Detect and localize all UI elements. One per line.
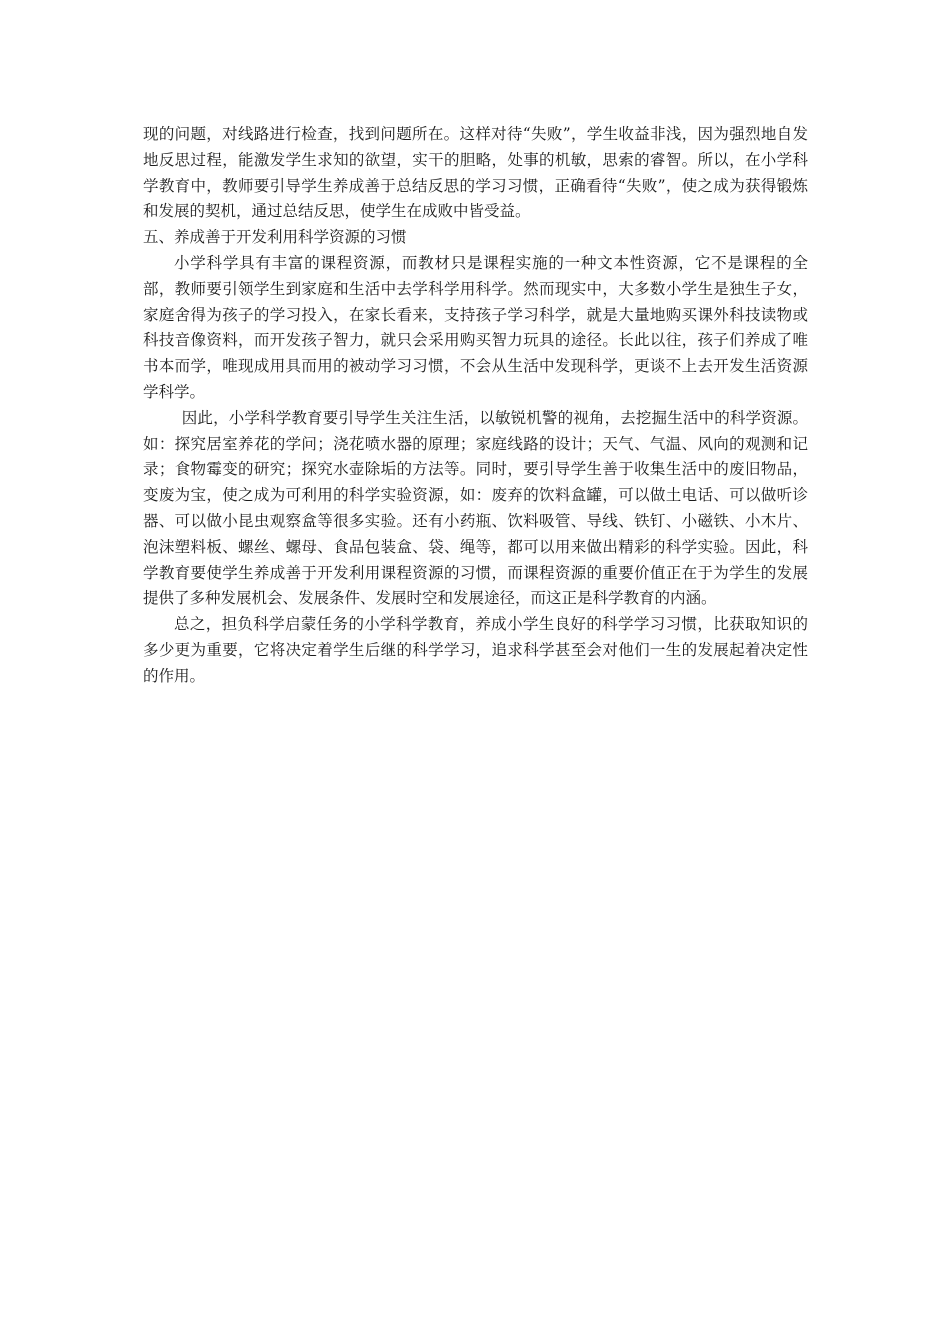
paragraph-continuation: 现的问题，对线路进行检查，找到问题所在。这样对待“失败”，学生收益非浅，因为强烈地自发地反思过程，能激发学生求知的欲望，实干的胆略，处事的机敏，思索的睿智。所以，在小学科学教育中，教师要引导学生养成善于总结反思的学习习惯，正确看待“失败”，使之成为获得锻炼和发展的契机，通过总结反思，使学生在成败中皆受益。 — [143, 125, 808, 221]
document-body — [143, 122, 808, 690]
paragraph-life-resources: 因此，小学科学教育要引导学生关注生活，以敏锐机警的视角，去挖掘生活中的科学资源。如：探究居室养花的学问；浇花喷水器的原理；家庭线路的设计；天气、气温、风向的观测和记录；食物霉变的研究；探究水壶除垢的方法等。同时，要引导学生善于收集生活中的废旧物品，变废为宝，使之成为可利用的科学实验资源，如：废弃的饮料盒罐，可以做土电话、可以做听诊器、可以做小昆虫观察盒等很多实验。还有小药瓶、饮料吸管、导线、铁钉、小磁铁、小木片、泡沫塑料板、螺丝、螺母、食品包装盒、袋、绳等，都可以用来做出精彩的科学实验。因此，科学教育要使学生养成善于开发利用课程资源的习惯，而课程资源的重要价值正在于为学生的发展提供了多种发展机会、发展条件、发展时空和发展途径，而这正是科学教育的内涵。 — [143, 408, 808, 608]
section-heading: 五、养成善于开发利用科学资源的习惯 — [143, 228, 407, 247]
paragraph-conclusion: 总之，担负科学启蒙任务的小学科学教育，养成小学生良好的科学学习习惯，比获取知识的多少更为重要，它将决定着学生后继的科学学习，追求科学甚至会对他们一生的发展起着决定性的作用。 — [143, 615, 808, 685]
paragraph-resources: 小学科学具有丰富的课程资源，而教材只是课程实施的一种文本性资源，它不是课程的全部，教师要引领学生到家庭和生活中去学科学用科学。然而现实中，大多数小学生是独生子女，家庭舍得为孩子的学习投入，在家长看来，支持孩子学习科学，就是大量地购买课外科技读物或科技音像资料，而开发孩子智力，就只会采用购买智力玩具的途径。长此以往，孩子们养成了唯书本而学，唯现成用具而用的被动学习习惯，不会从生活中发现科学，更谈不上去开发生活资源学科学。 — [143, 253, 808, 401]
